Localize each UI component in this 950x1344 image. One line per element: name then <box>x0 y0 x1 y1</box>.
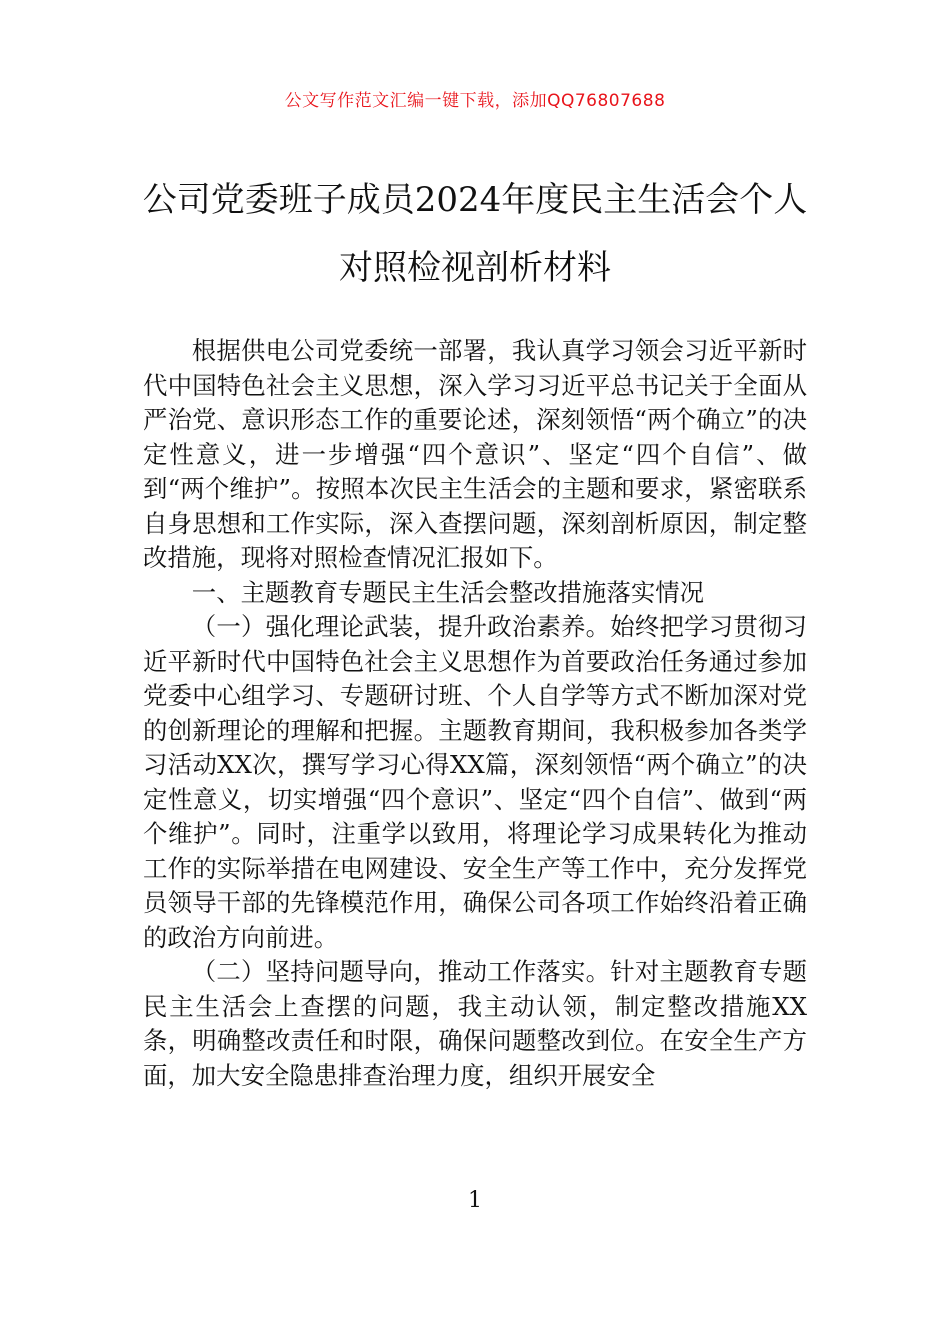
document-title: 公司党委班子成员2024年度民主生活会个人对照检视剖析材料 <box>142 180 808 288</box>
paragraph-intro: 根据供电公司党委统一部署，我认真学习领会习近平新时代中国特色社会主义思想，深入学习习近平总书记关于全面从严治党、意识形态工作的重要论述，深刻领悟“两个确立”的决定性意义，进一步增强“四个意识”、坚定“四个自信”、做到“两个维护”。按照本次民主生活会的主题和要求，紧密联系自身思想和工作实际，深入查摆问题，深刻剖析原因，制定整改措施，现将对照检查情况汇报如下。 <box>143 336 807 572</box>
section-heading-1: 一、主题教育专题民主生活会整改措施落实情况 <box>191 577 705 607</box>
paragraph-subsection-1: （一）强化理论武装，提升政治素养。始终把学习贯彻习近平新时代中国特色社会主义思想作为首要政治任务通过参加党委中心组学习、专题研讨班、个人自学等方式不断加深对党的创新理论的理解和把握。主题教育期间，我积极参加各类学习活动XX次，撰写学习心得XX篇，深刻领悟“两个确立”的决定性意义，切实增强“四个意识”、坚定“四个自信”、做到“两个维护”。同时，注重学以致用，将理论学习成果转化为推动工作的实际举措在电网建设、安全生产等工作中，充分发挥党员领导干部的先锋模范作用，确保公司各项工作始终沿着正确的政治方向前进。 <box>143 612 807 952</box>
page-number: 1 <box>468 1188 482 1213</box>
header-note: 公文写作范文汇编一键下载，添加QQ76807688 <box>284 91 666 111</box>
document-body <box>143 334 807 1093</box>
paragraph-subsection-2: （二）坚持问题导向，推动工作落实。针对主题教育专题民主生活会上查摆的问题，我主动认领，制定整改措施XX条，明确整改责任和时限，确保问题整改到位。在安全生产方面，加大安全隐患排查治理力度，组织开展安全 <box>143 957 807 1090</box>
